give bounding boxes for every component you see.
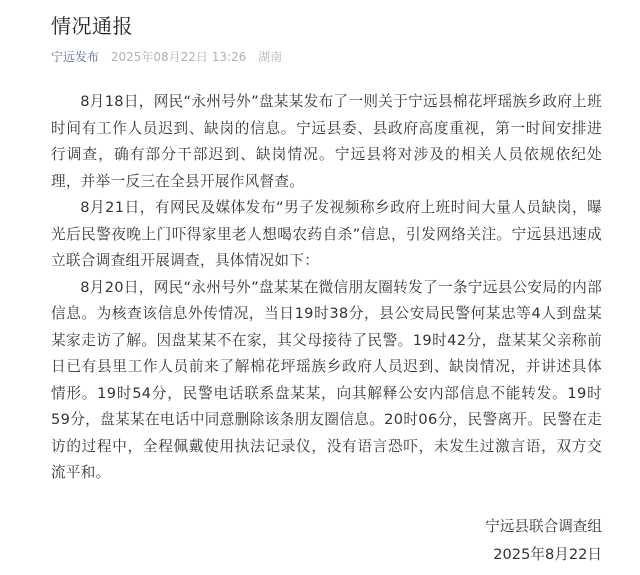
- author-link[interactable]: 宁远发布: [51, 50, 100, 64]
- signature-date: 2025年8月22日: [493, 545, 602, 563]
- signature: [51, 513, 602, 569]
- publish-location: 湖南: [258, 50, 283, 64]
- publish-time: 2025年08月22日 13:26: [110, 50, 247, 64]
- article-meta: [51, 48, 602, 66]
- article-body: [51, 89, 602, 487]
- paragraph: 8月20日，网民“永州号外”盘某某在微信朋友圈转发了一条宁远县公安局的内部信息。为核查该信息外传情况，当日19时38分，县公安局民警何某忠等4人到盘某某家走访了解。因盘某某不在家，其父母接待了民警。19时42分，盘某某父亲称前日已有县里工作人员前来了解棉花坪瑶族乡政府人员迟到、缺岗情况，并讲述具体情形。19时54分，民警电话联系盘某某，向其解释公安内部信息不能转发。19时59分，盘某某在电话中同意删除该条朋友圈信息。20时06分，民警离开。民警在走访的过程中，全程佩戴使用执法记录仪，没有语言恐吓，未发生过激言语，双方交流平和。: [51, 278, 602, 481]
- paragraph: 8月18日，网民“永州号外”盘某某发布了一则关于宁远县棉花坪瑶族乡政府上班时间有工作人员迟到、缺岗的信息。宁远县委、县政府高度重视，第一时间安排进行调查，确有部分干部迟到、缺岗情况。宁远县将对涉及的相关人员依规依纪处理，并举一反三在全县开展作风督查。: [51, 93, 602, 190]
- paragraph: 8月21日，有网民及媒体发布“男子发视频称乡政府上班时间大量人员缺岗，曝光后民警夜晚上门吓得家里老人想喝农药自杀”信息，引发网络关注。宁远县迅速成立联合调查组开展调查，具体情况如下：: [51, 199, 602, 269]
- signature-org: 宁远县联合调查组: [485, 517, 602, 535]
- article-title: 情况通报: [51, 14, 133, 38]
